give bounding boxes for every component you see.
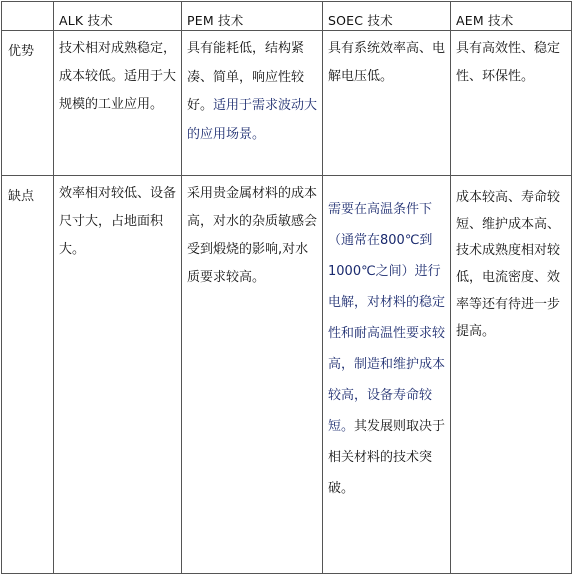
cell-alk-advantages: 技术相对成熟稳定，成本较低。适用于大规模的工业应用。 — [54, 31, 182, 176]
cell-pem-disadvantages: 采用贵金属材料的成本高，对水的杂质敏感会受到煅烧的影响,对水质要求较高。 — [182, 176, 323, 574]
cell-alk-disadvantages: 效率相对较低、设备尺寸大，占地面积大。 — [54, 176, 182, 574]
cell-aem-advantages: 具有高效性、稳定性、环保性。 — [451, 31, 572, 176]
cell-soec-advantages: 具有系统效率高、电解电压低。 — [323, 31, 451, 176]
row-label-advantages: 优势 — [2, 31, 54, 176]
cell-pem-advantages — [182, 31, 323, 176]
soec-disadvantages-note: 其发展则取决于相关材料的技术突破。 — [328, 419, 446, 496]
row-label-disadvantages: 缺点 — [2, 176, 54, 574]
cell-aem-disadvantages: 成本较高、寿命较短、维护成本高、技术成熟度相对较低，电流密度、效率等还有待进一步提高。 — [451, 176, 572, 574]
comparison-table — [1, 1, 572, 574]
header-cell-soec: SOEC 技术 — [323, 2, 451, 31]
pem-advantages-note: 适用于需求波动大的应用场景。 — [187, 98, 318, 142]
header-cell-alk: ALK 技术 — [54, 2, 182, 31]
table-row-disadvantages — [2, 176, 572, 574]
table-row-advantages — [2, 31, 572, 176]
soec-disadvantages-text: 需要在高温条件下（通常在800℃到1000℃之间）进行电解，对材料的稳定性和耐高温性要求较高，制造和维护成本较高，设备寿命较短。 — [328, 202, 446, 434]
header-cell-corner — [2, 2, 54, 31]
header-row — [2, 2, 572, 31]
header-cell-pem: PEM 技术 — [182, 2, 323, 31]
pem-advantages-text: 具有能耗低，结构紧凑、简单，响应性较好。 — [187, 41, 305, 114]
cell-soec-disadvantages — [323, 176, 451, 574]
header-cell-aem: AEM 技术 — [451, 2, 572, 31]
